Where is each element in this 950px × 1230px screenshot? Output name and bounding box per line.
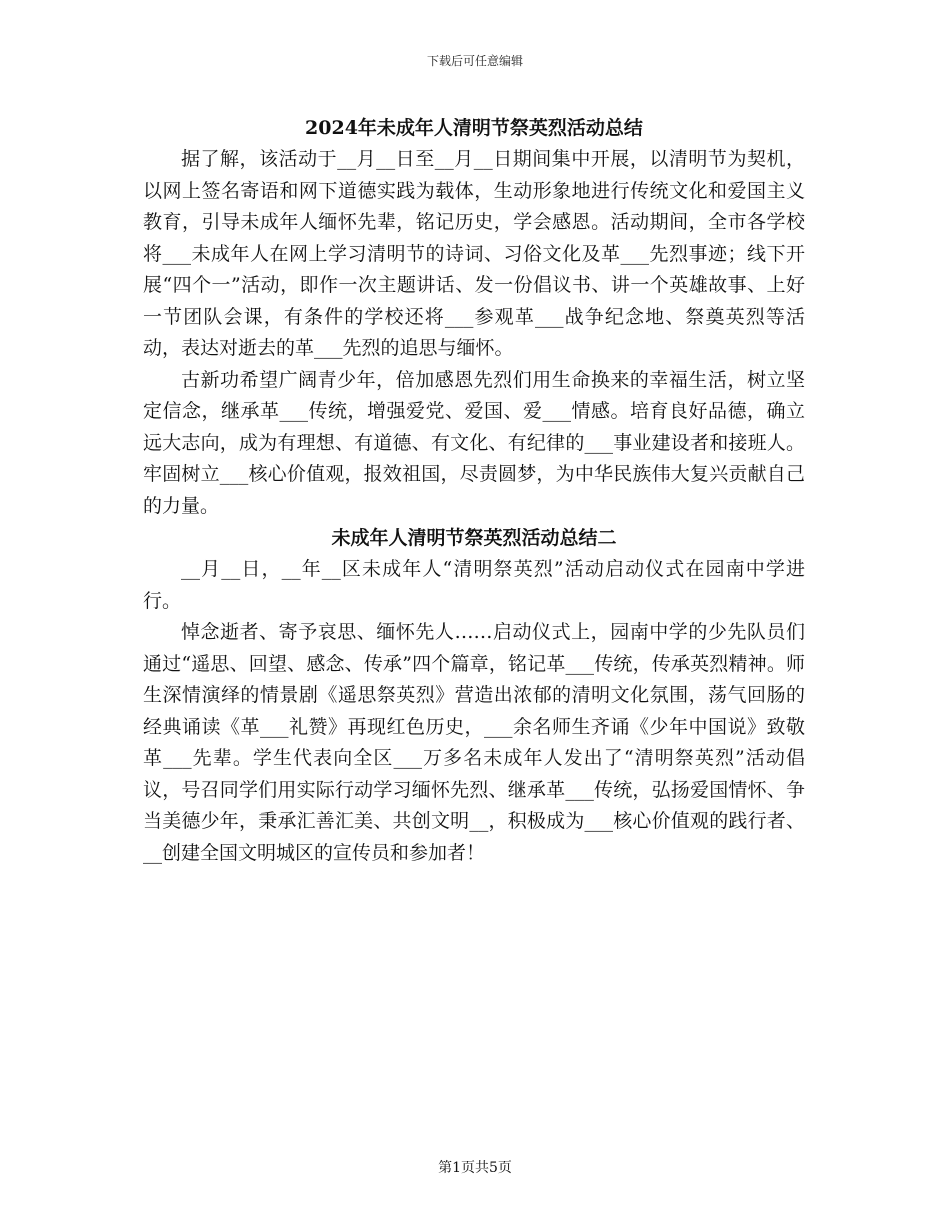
paragraph-2: 古新功希望广阔青少年，倍加感恩先烈们用生命换来的幸福生活，树立坚定信念，继承革___传统，增强爱党、爱国、爱___情感。培育良好品德，确立远大志向，成为有理想、有道德、有文化、有纪律的___事业建设者和接班人。牢固树立___核心价值观，报效祖国，尽责圆梦，为中华民族伟大复兴贡献自己的力量。 <box>143 368 805 517</box>
document-body <box>143 112 805 869</box>
paragraph-3: __月__日，__年__区未成年人“清明祭英烈”活动启动仪式在园南中学进行。 <box>143 558 805 612</box>
page-footer: 第1页共5页 <box>438 1160 512 1176</box>
document-title: 2024年未成年人清明节祭英烈活动总结 <box>305 117 643 139</box>
paragraph-1: 据了解，该活动于__月__日至__月__日期间集中开展，以清明节为契机，以网上签名寄语和网下道德实践为载体，生动形象地进行传统文化和爱国主义教育，引导未成年人缅怀先辈，铭记历史，学会感恩。活动期间，全市各学校将___未成年人在网上学习清明节的诗词、习俗文化及革___先烈事迹；线下开展“四个一”活动，即作一次主题讲话、发一份倡议书、讲一个英雄故事、上好一节团队会课，有条件的学校还将___参观革___战争纪念地、祭奠英烈等活动，表达对逝去的革___先烈的追思与缅怀。 <box>143 148 805 359</box>
header-note: 下载后可任意编辑 <box>426 54 523 68</box>
paragraph-4: 悼念逝者、寄予哀思、缅怀先人……启动仪式上，园南中学的少先队员们通过“遥思、回望、感念、传承”四个篇章，铭记革___传统，传承英烈精神。师生深情演绎的情景剧《遥思祭英烈》营造出浓郁的清明文化氛围，荡气回肠的经典诵读《革___礼赞》再现红色历史，___余名师生齐诵《少年中国说》致敬革___先辈。学生代表向全区___万多名未成年人发出了“清明祭英烈”活动倡议，号召同学们用实际行动学习缅怀先烈、继承革___传统，弘扬爱国情怀、争当美德少年，秉承汇善汇美、共创文明__，积极成为___核心价值观的践行者、__创建全国文明城区的宣传员和参加者！ <box>143 621 805 864</box>
section-title-2: 未成年人清明节祭英烈活动总结二 <box>331 527 617 549</box>
